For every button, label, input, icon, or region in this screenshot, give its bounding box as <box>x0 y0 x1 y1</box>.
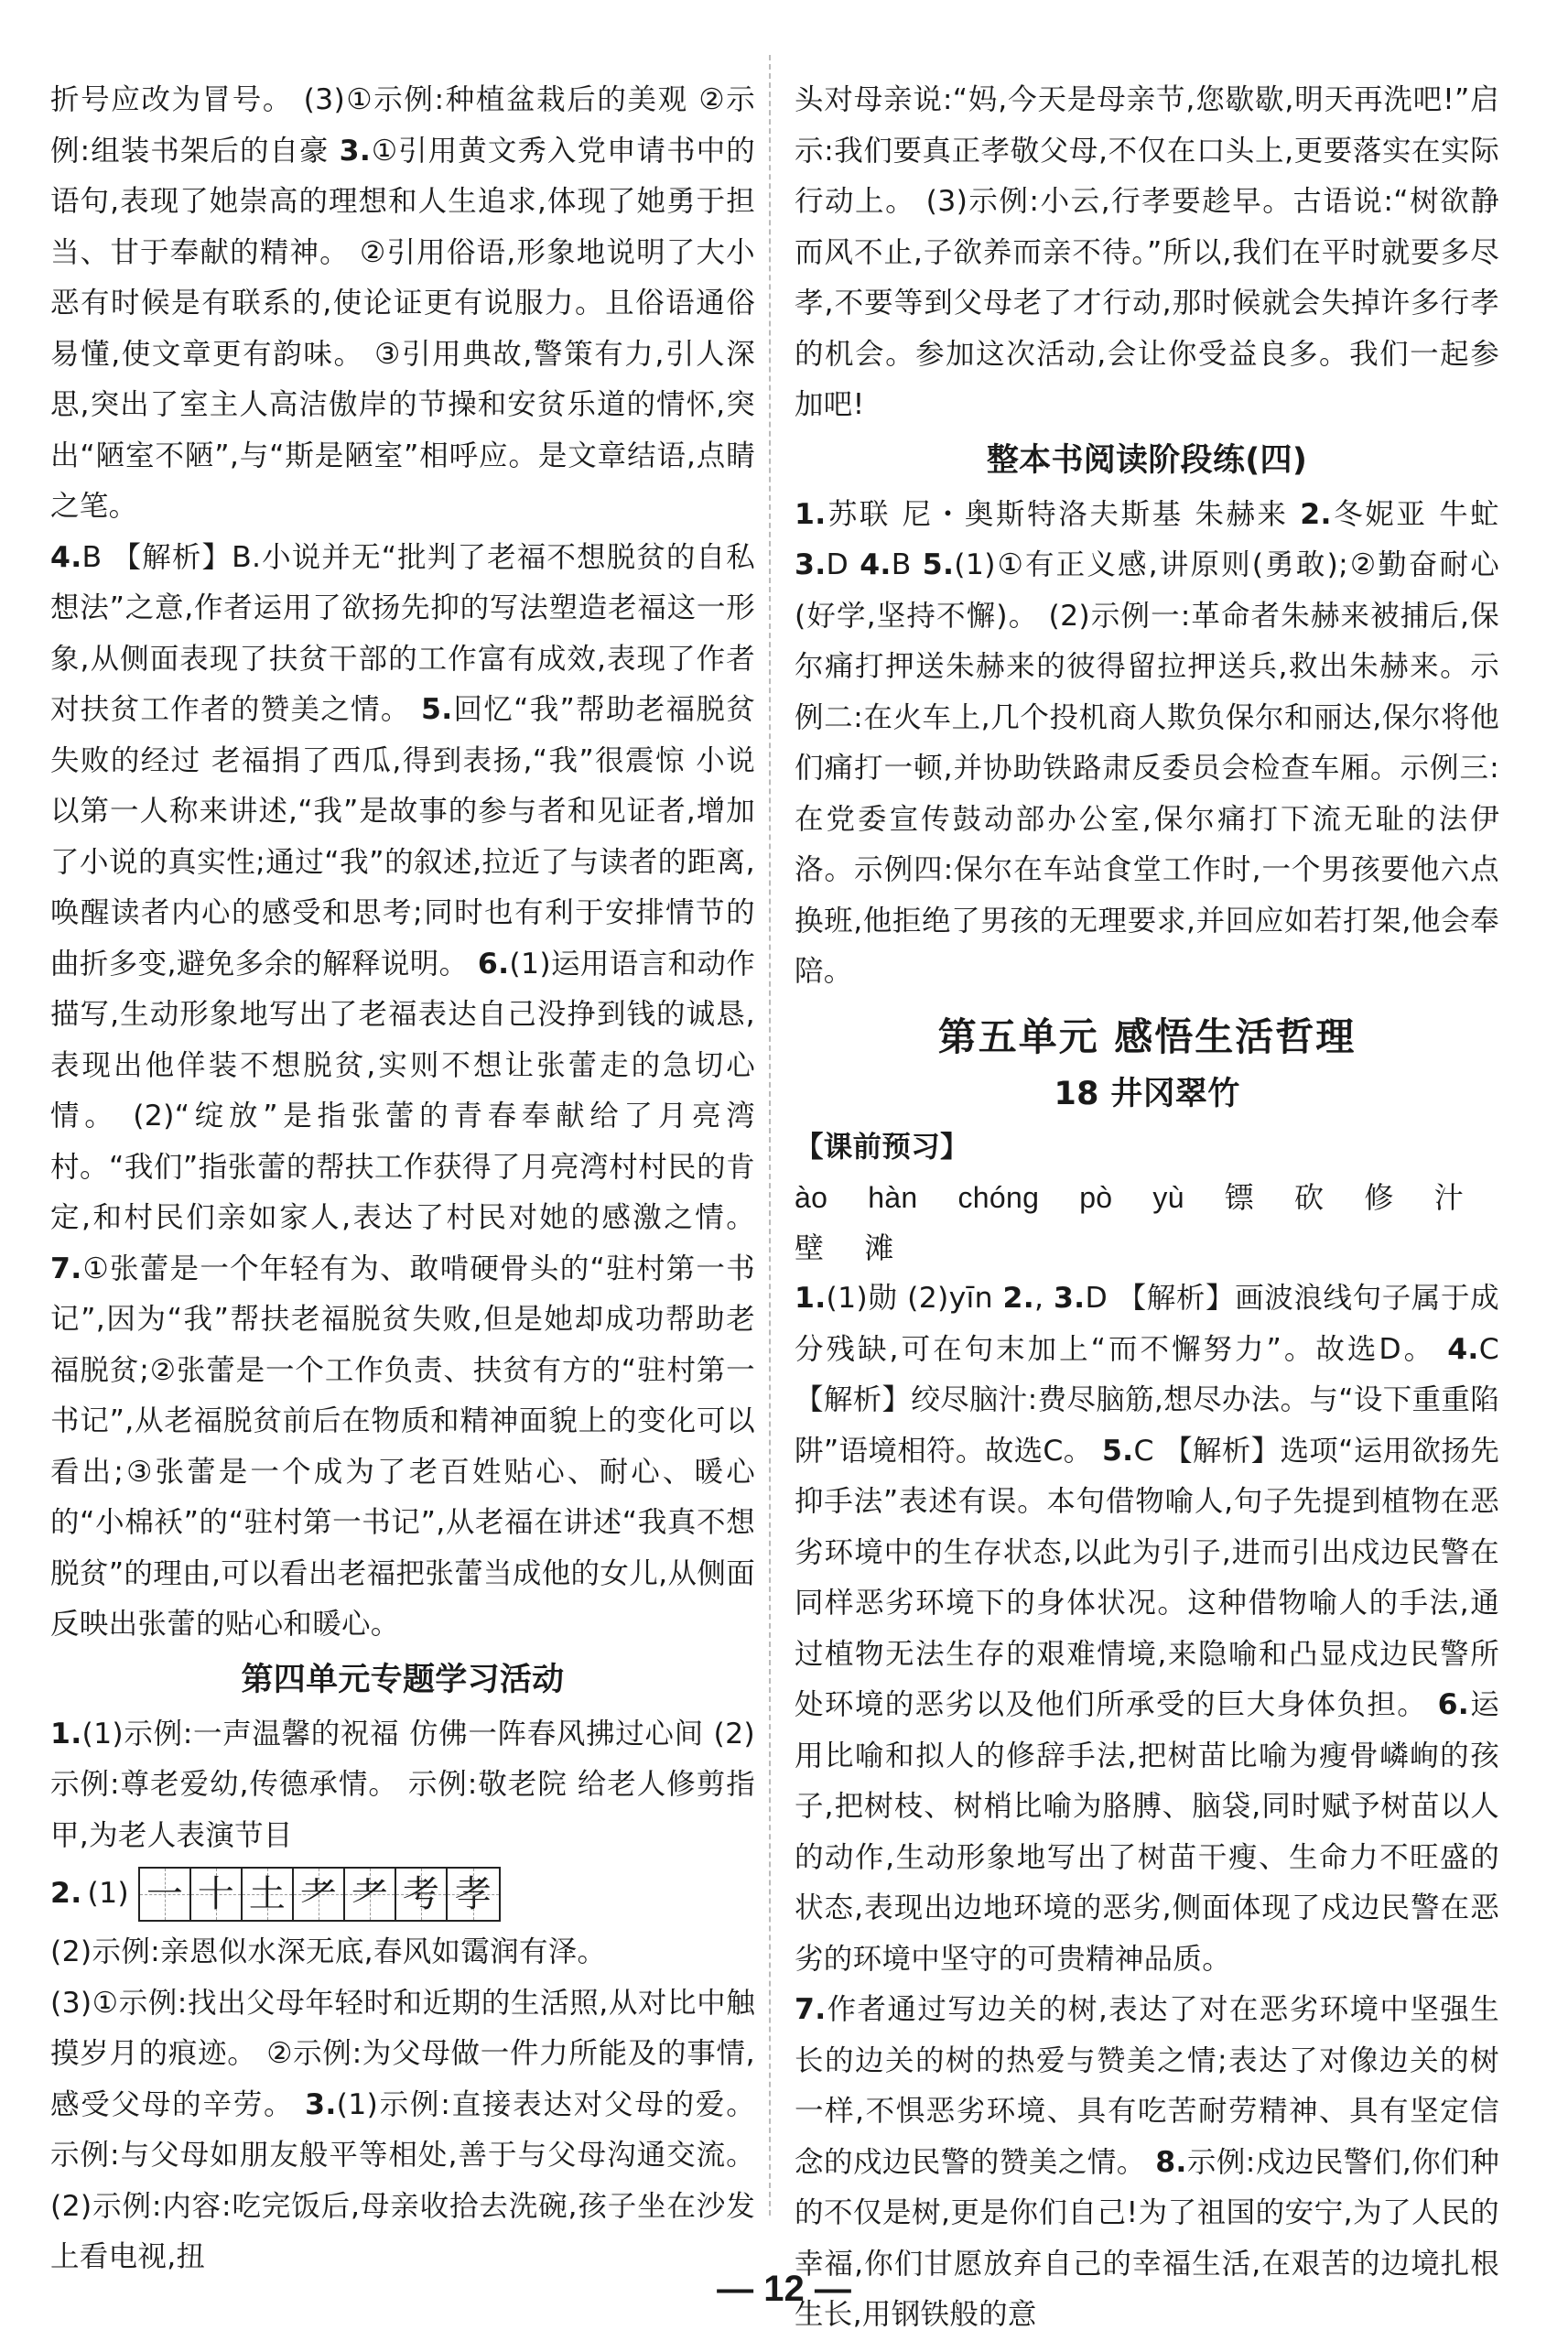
grid-cell: 考 <box>396 1869 448 1920</box>
grid-cell: 一 <box>140 1869 191 1920</box>
pinyin-item: ào <box>795 1181 828 1214</box>
pinyin-item: 汁 <box>1433 1181 1465 1214</box>
answer-paragraph: 1.苏联 尼・奥斯特洛夫斯基 朱赫来 2.冬妮亚 牛虻 3.D 4.B 5.(1)①有正义感,讲原则(勇敢);②勤奋耐心(好学,坚持不懈)。 (2)示例一:革命者朱赫来被捕后,保尔痛打押送朱赫来的彼得留拉押送兵,救出朱赫来。示例二:在火车上,几个投机商人欺负保尔和丽达,保尔将他们痛打一顿,并协助铁路肃反委员会检查车厢。示例三:在党委宣传鼓动部办公室,保尔痛打下流无耻的法伊洛。示例四:保尔在车站食堂工作时,一个男孩要他六点换班,他拒绝了男孩的无理要求,并回应如若打架,他会奉陪。 <box>795 497 1499 988</box>
answer-paragraph: (3)①示例:找出父母年轻时和近期的生活照,从对比中触摸岁月的痕迹。 ②示例:为父母做一件力所能及的事情,感受父母的辛劳。 3.(1)示例:直接表达对父母的爱。 示例:与父母如朋友般平等相处,善于与父母沟通交流。 (2)示例:内容:吃完饭后,母亲收拾去洗碗,孩子坐在沙发上看电视,扭 <box>50 1986 755 2273</box>
page-number: — 12 — <box>717 2269 851 2309</box>
answer-paragraph: 1.(1)示例:一声温馨的祝福 仿佛一阵春风拂过心间 (2)示例:尊老爱幼,传德承情。 示例:敬老院 给老人修剪指甲,为老人表演节目 <box>50 1717 755 1852</box>
grid-cell: 十 <box>191 1869 243 1920</box>
answer-paragraph: 折号应改为冒号。 (3)①示例:种植盆栽后的美观 ②示例:组装书架后的自豪 3.①引用黄文秀入党申请书中的语句,表现了她崇高的理想和人生追求,体现了她勇于担当、甘于奉献的精神。 ②引用俗语,形象地说明了大小恶有时候是有联系的,使论证更有说服力。且俗语通俗易懂,使文章更有韵味。 ③引用典故,警策有力,引人深思,突出了室主人高洁傲岸的节操和安贫乐道的情怀,突出“陋室不陋”,与“斯是陋室”相呼应。是文章结语,点睛之笔。 <box>50 83 755 523</box>
grid-cell: 耂 <box>345 1869 396 1920</box>
pinyin-item: pò <box>1079 1181 1113 1214</box>
grid-cell: 土 <box>243 1869 294 1920</box>
grid-cell: 孝 <box>448 1869 499 1920</box>
right-column <box>795 75 1499 2341</box>
pinyin-item: 砍 <box>1294 1181 1325 1214</box>
pinyin-item: yù <box>1152 1181 1184 1214</box>
pinyin-answers <box>795 1173 1499 1273</box>
preview-tag: 【课前预习】 <box>795 1130 969 1164</box>
pinyin-item: 壁 <box>795 1231 825 1264</box>
pinyin-item: hàn <box>868 1181 918 1214</box>
section-title: 第四单元专题学习活动 <box>241 1661 565 1698</box>
pinyin-item: 修 <box>1364 1181 1394 1214</box>
answer-paragraph: 头对母亲说:“妈,今天是母亲节,您歇歇,明天再洗吧!”启示:我们要真正孝敬父母,不仅在口头上,更要落实在实际行动上。 (3)示例:小云,行孝要趁早。古语说:“树欲静而风不止,子欲养而亲不待。”所以,我们在平时就要多尽孝,不要等到父母老了才行动,那时候就会失掉许多行孝的机会。参加这次活动,会让你受益良多。我们一起参加吧! <box>795 83 1499 421</box>
lesson-title: 18 井冈翠竹 <box>1054 1075 1240 1112</box>
unit-title: 第五单元 感悟生活哲理 <box>937 1013 1357 1059</box>
pinyin-item: 镖 <box>1224 1181 1255 1214</box>
answer-paragraph: 4.B 【解析】B.小说并无“批判了老福不想脱贫的自私想法”之意,作者运用了欲扬先抑的写法塑造老福这一形象,从侧面表现了扶贫干部的工作富有成效,表现了作者对扶贫工作者的赞美之情。 5.回忆“我”帮助老福脱贫失败的经过 老福捐了西瓜,得到表扬,“我”很震惊 小说以第一人称来讲述,“我”是故事的参与者和见证者,增加了小说的真实性;通过“我”的叙述,拉近了与读者的距离,唤醒读者内心的感受和思考;同时也有利于安排情节的曲折多变,避免多余的解释说明。 6.(1)运用语言和动作描写,生动形象地写出了老福表达自己没挣到钱的诚恳,表现出他佯装不想脱贫,实则不想让张蕾走的急切心情。 (2)“绽放”是指张蕾的青春奉献给了月亮湾村。“我们”指张蕾的帮扶工作获得了月亮湾村村民的肯定,和村民们亲如家人,表达了村民对她的感激之情。 7.①张蕾是一个年轻有为、敢啃硬骨头的“驻村第一书记”,因为“我”帮扶老福脱贫失败,但是她却成功帮助老福脱贫;②张蕾是一个工作负责、扶贫有方的“驻村第一书记”,从老福脱贫前后在物质和精神面貌上的变化可以看出;③张蕾是一个成为了老百姓贴心、耐心、暖心的“小棉袄”的“驻村第一书记”,从老福在讲述“我真不想脱贫”的理由,可以看出老福把张蕾当成他的女儿,从侧面反映出张蕾的贴心和暖心。 <box>50 540 756 1641</box>
grid-cell: 耂 <box>294 1869 345 1920</box>
answer-paragraph: 1.(1)勋 (2)yīn 2., 3.D 【解析】画波浪线句子属于成分残缺,可在句末加上“而不懈努力”。故选D。 4.C 【解析】绞尽脑汁:费尽脑筋,想尽办法。与“设下重重陷阱”语境相符。故选C。 5.C 【解析】选项“运用欲扬先抑手法”表述有误。本句借物喻人,句子先提到植物在恶劣环境中的生存状态,以此为引子,进而引出戍边民警在同样恶劣环境下的身体状况。这种借物喻人的手法,通过植物无法生存的艰难情境,来隐喻和凸显戍边民警所处环境的恶劣以及他们所承受的巨大身体负担。 6.运用比喻和拟人的修辞手法,把树苗比喻为瘦骨嶙峋的孩子,把树枝、树梢比喻为胳膊、脑袋,同时赋予树苗以人的动作,生动形象地写出了树苗干瘦、生命力不旺盛的状态,表现出边地环境的恶劣,侧面体现了戍边民警在恶劣的环境中坚守的可贵精神品质。 <box>795 1282 1499 1976</box>
answer-paragraph: (2)示例:亲恩似水深无底,春风如霭润有泽。 <box>50 1935 607 1968</box>
pinyin-item: chóng <box>957 1181 1040 1214</box>
stroke-order-grid <box>138 1867 501 1922</box>
left-column <box>50 75 755 2283</box>
column-divider <box>769 55 771 2216</box>
answer-paragraph: 7.作者通过写边关的树,表达了对在恶劣环境中坚强生长的边关的树的热爱与赞美之情;表达了对像边关的树一样,不惧恶劣环境、具有吃苦耐劳精神、具有坚定信念的戍边民警的赞美之情。 8.示例:戍边民警们,你们种的不仅是树,更是你们自己!为了祖国的安宁,为了人民的幸福,你们甘愿放弃自己的幸福生活,在艰苦的边境扎根生长,用钢铁般的意 <box>795 1993 1499 2331</box>
stroke-order-row: 2. (1) 一 十 土 耂 耂 考 孝 <box>50 1865 755 1924</box>
section-title: 整本书阅读阶段练(四) <box>986 441 1308 479</box>
pinyin-item: 滩 <box>864 1231 894 1264</box>
